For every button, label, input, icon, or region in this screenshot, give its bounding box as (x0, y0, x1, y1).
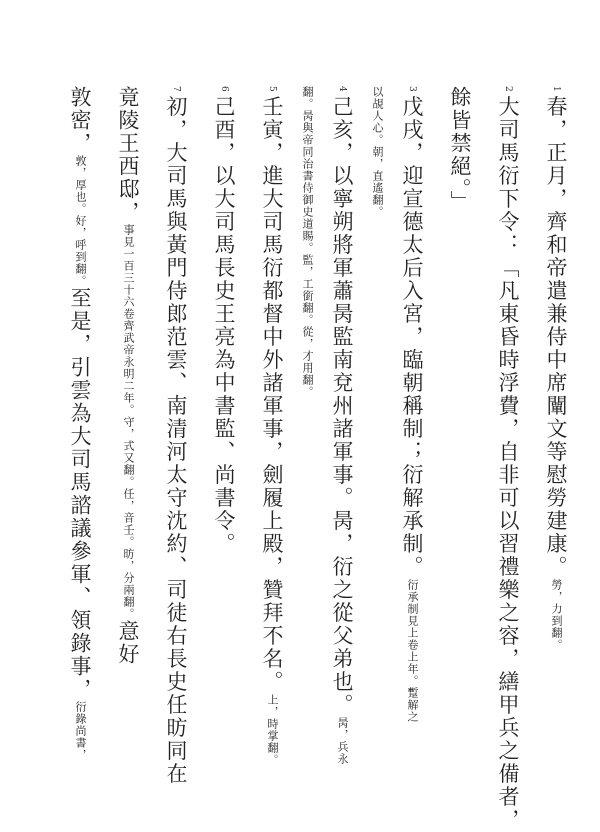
paragraph-number: 6 (219, 86, 229, 92)
paragraph-number: 5 (267, 86, 277, 92)
annotation-continuation: 以覘人心。朝，直遙翻。 (371, 86, 384, 218)
annotation-note: 衍承制見上卷上年。蹔解之 (406, 578, 419, 723)
main-text: 至是，引雲為大司馬諮議參軍、領錄事， (68, 287, 92, 701)
annotation-note: 昺，兵永 (336, 716, 349, 765)
annotation-note: 勞，力到翻。 (550, 578, 563, 651)
text-line-2 (484, 86, 532, 832)
paragraph-number: 2 (503, 86, 513, 92)
text-line-10 (56, 86, 104, 790)
main-text: 初，大司馬與黃門侍郎范雲、南清河太守沈約、司徒右長史任昉同在 (164, 95, 188, 786)
text-line-7 (200, 86, 248, 790)
paragraph-number: 1 (551, 86, 561, 92)
annotation-note: 事見一百三十六卷齊武帝永明二年。守，式又翻。任，音壬。昉，分兩翻。 (122, 224, 135, 620)
text-line-6 (248, 86, 296, 790)
main-text: 意好 (116, 620, 140, 666)
text-line-3 (436, 86, 484, 790)
annotation-note: 敦，厚也。好，呼到翻。 (74, 155, 87, 287)
text-line-8 (152, 86, 200, 790)
text-line-4 (388, 86, 436, 790)
main-text: 竟陵王西邸， (116, 86, 140, 224)
paragraph-number: 7 (171, 86, 181, 92)
annotation-note: 上，時掌翻。 (266, 693, 279, 766)
main-text: 戊戌，迎宣德太后入宮，臨朝稱制；衍解承制。 (400, 95, 424, 579)
main-text: 敦密， (68, 86, 92, 155)
paragraph-number: 4 (337, 86, 347, 92)
text-line-5 (318, 86, 366, 790)
main-text: 壬寅，進大司馬衍都督中外諸軍事，劍履上殿，贊拜不名。 (260, 95, 284, 694)
annotation-note: 衍錄尚書， (74, 701, 87, 761)
paragraph-number: 3 (407, 86, 417, 92)
main-text: 大司馬衍下令：「凡東昏時浮費，自非可以習禮樂之容，繕甲兵之備者， (496, 95, 520, 832)
main-text: 餘皆禁絕。」 (448, 86, 472, 214)
main-text: 己酉，以大司馬長史王亮為中書監、尚書令。 (212, 95, 236, 556)
text-line-9 (104, 86, 152, 790)
annotation-continuation: 翻。昺與帝同治書侍御史道賜。監，工銜翻。從，才用翻。 (301, 86, 314, 398)
main-text: 春，正月，齊和帝遣兼侍中席闡文等慰勞建康。 (544, 95, 568, 579)
text-line-1 (532, 86, 580, 790)
main-text: 己亥，以寧朔將軍蕭昺監南兗州諸軍事。昺，衍之從父弟也。 (330, 95, 354, 717)
